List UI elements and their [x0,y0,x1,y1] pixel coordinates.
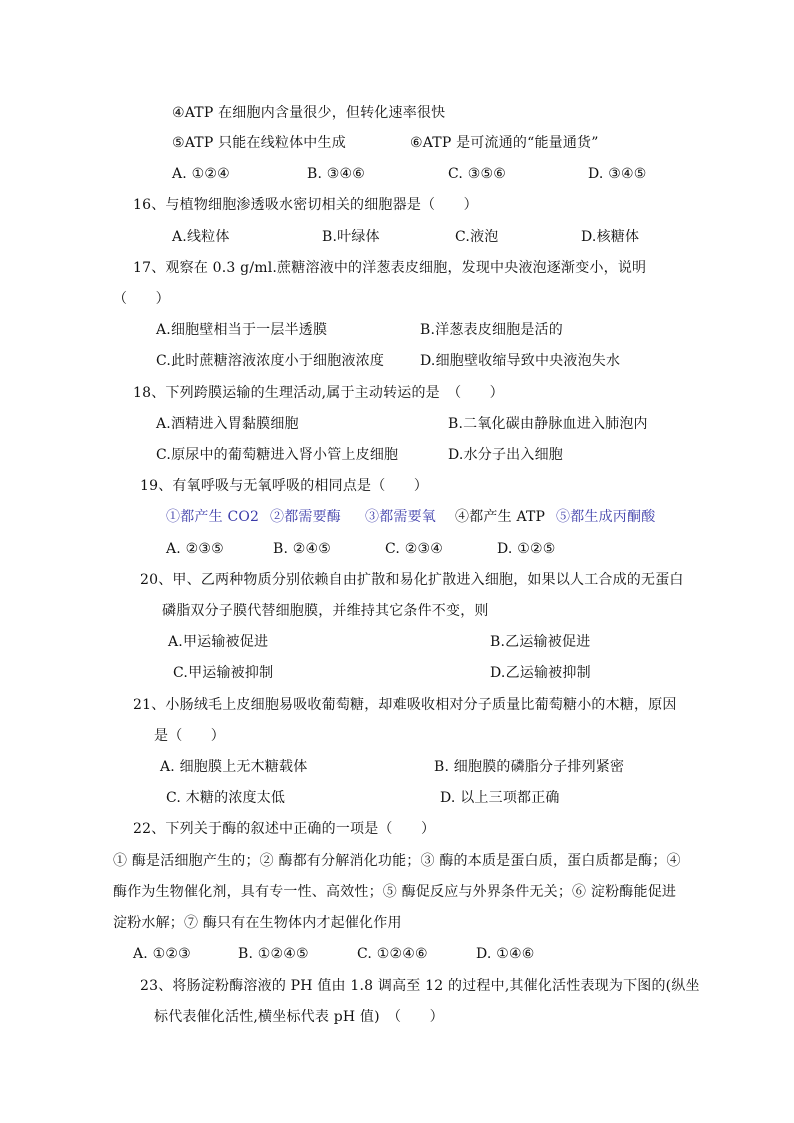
q16-option-a: A.线粒体 [172,229,230,245]
q19-option-b: B. ②④⑤ [273,541,332,557]
q19-item-3: ③都需要氧 [365,509,436,525]
q18-option-c: C.原尿中的葡萄糖进入肾小管上皮细胞 [156,447,399,463]
q18-option-b: B.二氧化碳由静脉血进入肺泡内 [448,416,648,432]
question-23: 23、将肠淀粉酶溶液的 PH 值由 1.8 调高至 12 的过程中,其催化活性表现为下图的(纵坐 [140,978,700,994]
q19-option-d: D. ①②⑤ [497,541,556,557]
q21-option-b: B. 细胞膜的磷脂分子排列紧密 [434,759,625,775]
q15-option-d: D. ③④⑤ [588,166,647,182]
q16-option-b: B.叶绿体 [322,229,380,245]
q22-option-d: D. ①④⑥ [476,946,535,962]
q21-option-a: A. 细胞膜上无木糖载体 [160,759,308,775]
atp-statement-6: ⑥ATP 是可流通的“能量通货” [410,135,599,151]
q16-option-c: C.液泡 [455,229,499,245]
question-22-body-1: ① 酶是活细胞产生的；② 酶都有分解消化功能；③ 酶的本质是蛋白质，蛋白质都是酶；④ [113,853,681,869]
question-20: 20、甲、乙两种物质分别依赖自由扩散和易化扩散进入细胞，如果以人工合成的无蛋白 [140,572,684,588]
q17-option-d: D.细胞壁收缩导致中央液泡失水 [420,353,621,369]
question-17-continued: （ ） [113,291,170,307]
q20-option-d: D.乙运输被抑制 [490,665,591,681]
question-21-continued: 是（ ） [154,728,225,744]
q19-option-c: C. ②③④ [385,541,443,557]
q18-option-d: D.水分子出入细胞 [448,447,563,463]
q19-item-1: ①都产生 CO2 [166,509,260,525]
q17-option-a: A.细胞壁相当于一层半透膜 [156,322,328,338]
q22-option-a: A. ①②③ [133,946,191,962]
q18-option-a: A.酒精进入胃黏膜细胞 [156,416,299,432]
q19-item-2: ②都需要酶 [270,509,341,525]
question-22-body-2: 酶作为生物催化剂，具有专一性、高效性；⑤ 酶促反应与外界条件无关；⑥ 淀粉酶能促进 [113,884,677,900]
q19-item-4: ④都产生 ATP [455,509,546,525]
q20-option-b: B.乙运输被促进 [490,634,591,650]
q15-option-b: B. ③④⑥ [307,166,366,182]
question-23-continued: 标代表催化活性,横坐标代表 pH 值) （ ） [154,1009,444,1025]
q20-option-a: A.甲运输被促进 [168,634,269,650]
q17-option-b: B.洋葱表皮细胞是活的 [420,322,563,338]
question-22-body-3: 淀粉水解；⑦ 酶只有在生物体内才起催化作用 [113,915,402,931]
q17-option-c: C.此时蔗糖溶液浓度小于细胞液浓度 [156,353,385,369]
question-19: 19、有氧呼吸与无氧呼吸的相同点是（ ） [140,478,429,494]
q19-item-5: ⑤都生成丙酮酸 [556,509,656,525]
question-16: 16、与植物细胞渗透吸水密切相关的细胞器是（ ） [133,197,478,213]
atp-statement-4: ④ATP 在细胞内含量很少，但转化速率很快 [172,105,446,121]
question-18: 18、下列跨膜运输的生理活动,属于主动转运的是 （ ） [133,385,504,401]
q15-option-a: A. ①②④ [172,166,230,182]
q22-option-c: C. ①②④⑥ [357,946,428,962]
question-17: 17、观察在 0.3 g/ml.蔗糖溶液中的洋葱表皮细胞，发现中央液泡逐渐变小，说明 [133,260,647,276]
q15-option-c: C. ③⑤⑥ [448,166,506,182]
q19-option-a: A. ②③⑤ [166,541,224,557]
atp-statement-5: ⑤ATP 只能在线粒体中生成 [172,135,346,151]
q22-option-b: B. ①②④⑤ [238,946,309,962]
q21-option-d: D. 以上三项都正确 [440,790,560,806]
question-21: 21、小肠绒毛上皮细胞易吸收葡萄糖，却难吸收相对分子质量比葡萄糖小的木糖，原因 [133,697,677,713]
q20-option-c: C.甲运输被抑制 [173,665,274,681]
question-22: 22、下列关于酶的叙述中正确的一项是（ ） [133,821,436,837]
q21-option-c: C. 木糖的浓度太低 [166,790,286,806]
question-20-continued: 磷脂双分子膜代替细胞膜，并维持其它条件不变，则 [162,603,489,619]
q16-option-d: D.核糖体 [581,229,640,245]
